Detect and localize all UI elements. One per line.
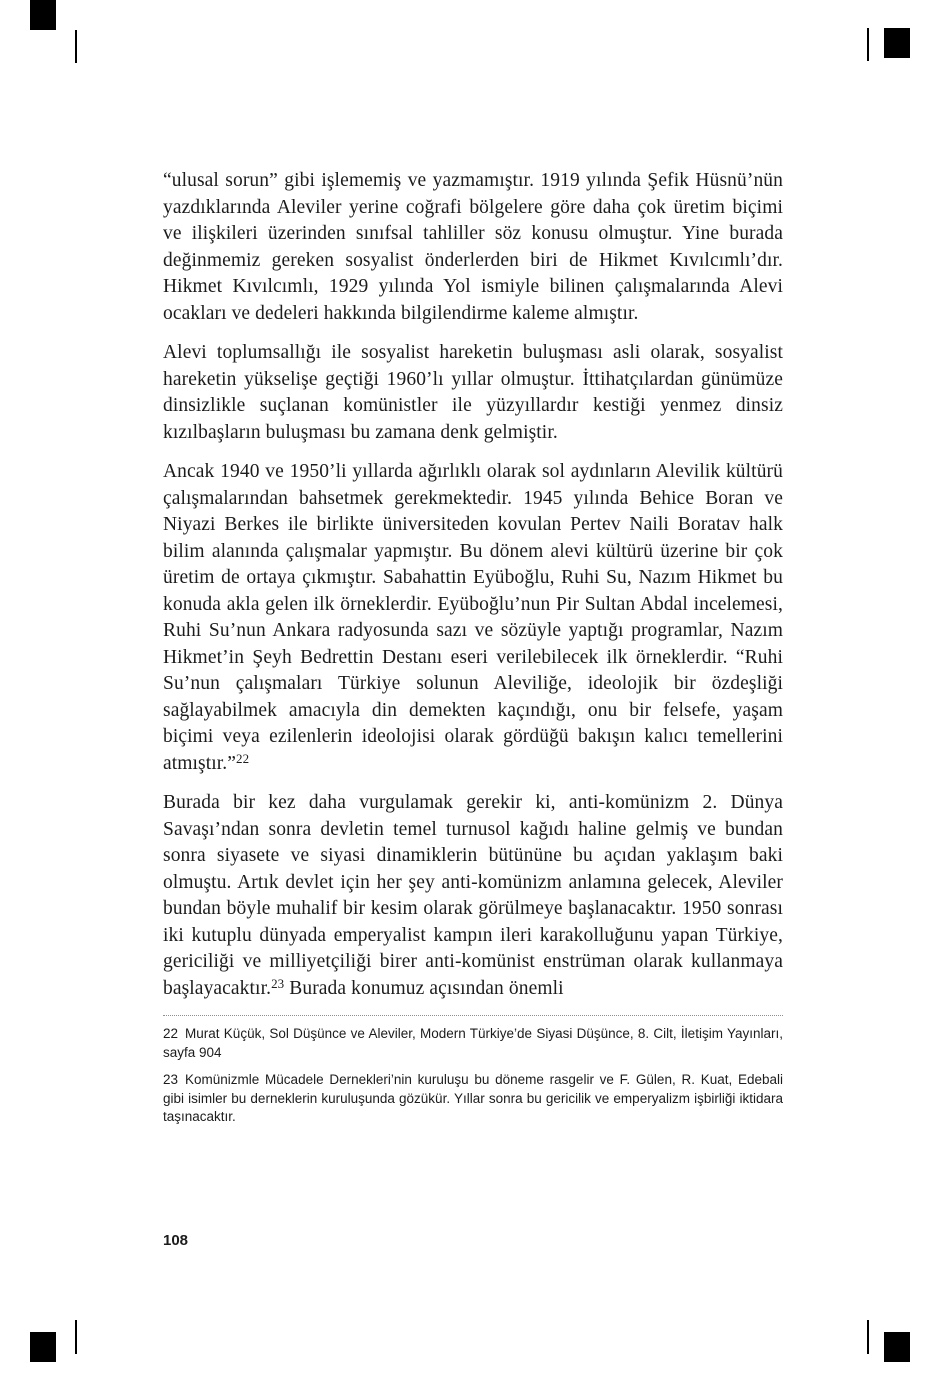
footnote-22-text: Murat Küçük, Sol Düşünce ve Aleviler, Modern Türkiye’de Siyasi Düşünce, 8. Cilt, İletişim Yayınları, sayfa 904 [163, 1026, 783, 1060]
text-block [163, 168, 783, 1136]
footnote-ref-22: 22 [236, 750, 250, 766]
footnote-separator [163, 1015, 783, 1016]
footnotes [163, 1025, 783, 1127]
footnote-22 [163, 1025, 783, 1062]
paragraph-1: “ulusal sorun” gibi işlememiş ve yazmamıştır. 1919 yılında Şefik Hüsnü’nün yazdıklarında Aleviler yerine coğrafi bölgelere göre daha çok üretim biçimi ve ilişkileri üzerinden sınıfsal tahliller söz konusu olmuştur. Yine burada değinmemiz gereken sosyalist önderlerden biri de Hikmet Kıvılcımlı’dır. Hikmet Kıvılcımlı, 1929 yılında Yol ismiyle bilinen çalışmalarında Alevi ocakları ve dedeleri hakkında bilgilendirme kaleme almıştır. [163, 170, 783, 324]
crop-mark-top-left-square [30, 0, 56, 30]
crop-mark-top-left-line [75, 30, 77, 63]
crop-mark-bottom-left-square [30, 1332, 56, 1362]
paragraph-4-text-before: Burada bir kez daha vurgulamak gerekir ki, anti-komünizm 2. Dünya Savaşı’ndan sonra devletin temel turnusol kağıdı haline gelmiş ve bundan sonra siyasete ve siyasi dinamiklerin bütününe bu açıdan yaklaşım baki olmuştu. Artık devlet için her şey anti-komünizm anlamına gelecek, Aleviler bundan böyle muhalif bir kesim olarak görülmeye başlanacaktır. 1950 sonrası iki kutuplu dünyada emperyalist kampın ileri karakolluğunu yapan Türkiye, gericiliği ve milliyetçiliği birer anti-komünist enstrüman olarak kullanmaya başlayacaktır. [163, 792, 783, 999]
crop-mark-bottom-right-square [884, 1332, 910, 1362]
paragraph-2: Alevi toplumsallığı ile sosyalist hareketin buluşması asli olarak, sosyalist hareketin yükselişe geçtiği 1960’lı yıllar olmuştur. İttihatçılardan günümüze dinsizlikle suçlanan komünistler ile yüzyıllardır kestiği yenmez dinsiz kızılbaşların buluşması bu zamana denk gelmiştir. [163, 342, 783, 443]
footnote-23-text: Komünizmle Mücadele Dernekleri’nin kuruluşu bu döneme rasgelir ve F. Gülen, R. Kuat, Edebali gibi isimler bu derneklerin kuruluşunda gözükür. Yıllar sonra bu gericilik ve emperyalizm işbirliği iktidara taşınacaktır. [163, 1072, 783, 1124]
paragraph-4 [163, 790, 783, 1002]
crop-mark-bottom-right-line [867, 1320, 869, 1354]
paragraph-3-text: Ancak 1940 ve 1950’li yıllarda ağırlıklı olarak sol aydınların Alevilik kültürü çalışmalarından bahsetmek gerekmektedir. 1945 yılında Behice Boran ve Niyazi Berkes ile birlikte üniversiteden kovulan Pertev Naili Boratav halk bilim alanında çalışmalar yapmıştır. Bu dönem alevi kültürü üzerine bir çok üretim de ortaya çıkmıştır. Sabahattin Eyüboğlu, Ruhi Su, Nazım Hikmet bu konuda akla gelen ilk örneklerdir. Eyüboğlu’nun Pir Sultan Abdal incelemesi, Ruhi Su’nun Ankara radyosunda sazı ve sözüyle yaptığı programlar, Nazım Hikmet’in Şeyh Bedrettin Destanı eseri verilebilecek ilk örneklerdir. “Ruhi Su’nun çalışmaları Türkiye solunun Aleviliğe, ideolojik bir özdeşliği sağlayabilmek amacıyla din demekten kaçındığı, onu bir felsefe, yaşam biçimi veya ezilenlerin ideolojisi olarak gördüğü bakışın kalıcı temellerini atmıştır.” [163, 461, 783, 774]
footnote-ref-23: 23 [271, 975, 285, 991]
footnote-23 [163, 1071, 783, 1127]
crop-mark-bottom-left-line [75, 1320, 77, 1354]
paragraph-4-text-after: Burada konumuz açısından önemli [284, 977, 564, 999]
paragraph-3 [163, 459, 783, 777]
footnote-22-number: 22 [163, 1026, 179, 1041]
footnote-23-number: 23 [163, 1072, 179, 1087]
crop-mark-top-right-square [884, 28, 910, 58]
page-number: 108 [163, 1232, 189, 1249]
crop-mark-top-right-line [867, 28, 869, 61]
